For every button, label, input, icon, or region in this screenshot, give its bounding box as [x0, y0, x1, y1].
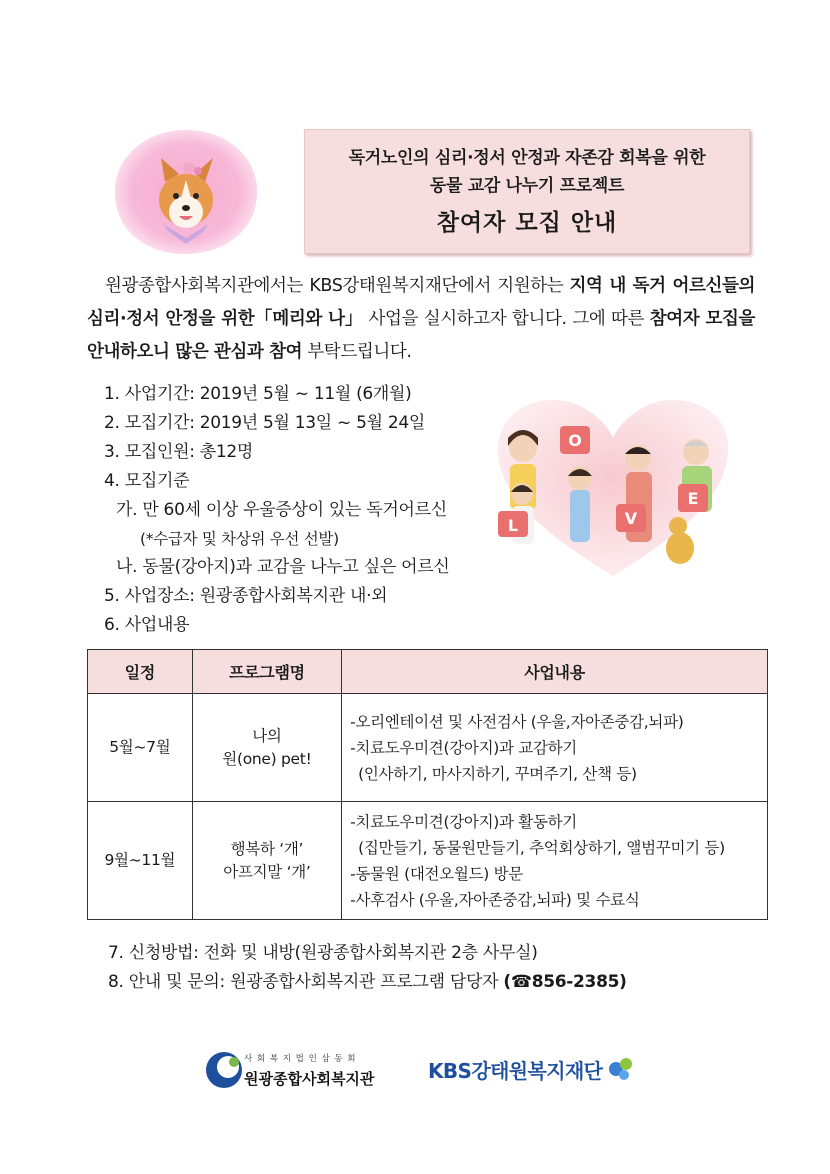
program-name-line-1: 행복하 ‘개’: [230, 839, 304, 858]
wonkwang-welfare-logo: [204, 1046, 404, 1096]
content-line: (집만들기, 동물원만들기, 추억회상하기, 앨범꾸미기 등): [358, 838, 725, 857]
column-header-content: 사업내용: [342, 650, 768, 694]
table-cell-program: [192, 694, 341, 802]
content-line: -치료도우미견(강아지)과 활동하기: [350, 812, 577, 831]
table-header-row: [88, 650, 768, 694]
list-item-content: 6. 사업내용: [104, 615, 190, 635]
corgi-dog-image: [105, 120, 267, 260]
kbs-foundation-logo: [428, 1055, 638, 1089]
letter-o: O: [568, 431, 582, 450]
logo-main-text: 원광종합사회복지관: [244, 1070, 375, 1088]
list-item-criteria-note: (*수급자 및 차상위 우선 선발): [140, 530, 339, 548]
letter-v: V: [624, 509, 638, 528]
intro-paragraph: [87, 270, 755, 369]
content-line: -사후검사 (우울,자아존중감,뇌파) 및 수료식: [350, 890, 640, 909]
title-line-1: 독거노인의 심리·정서 안정과 자존감 회복을 위한: [348, 148, 706, 168]
intro-text-2: 사업을 실시하고자 합니다. 그에 따른: [362, 309, 650, 329]
table-cell-content: [342, 802, 768, 920]
table-cell-content: [342, 694, 768, 802]
table-cell-period: 9월~11월: [88, 802, 193, 920]
program-name-line-1: 나의: [252, 726, 282, 745]
list-item-recruit-period: 2. 모집기간: 2019년 5월 13일 ~ 5월 24일: [104, 413, 425, 433]
content-line: -오리엔테이션 및 사전검사 (우울,자아존중감,뇌파): [350, 712, 684, 731]
page-title: 참여자 모집 안내: [436, 210, 618, 236]
list-item-contact: [108, 968, 627, 997]
list-item-place: 5. 사업장소: 원광종합사회복지관 내·외: [104, 586, 388, 606]
list-item-criteria-a: 가. 만 60세 이상 우울증상이 있는 독거어르신: [116, 500, 447, 520]
title-box: [304, 129, 750, 254]
wonkwang-circle-icon: [204, 1048, 248, 1092]
list-item-criteria: 4. 모집기준: [104, 471, 190, 491]
table-cell-period: 5월~7월: [88, 694, 193, 802]
kbs-logo-text: KBS강태원복지재단: [428, 1059, 603, 1083]
letter-l: L: [507, 516, 519, 535]
intro-text-3: 부탁드립니다.: [302, 342, 412, 362]
letter-e: E: [687, 489, 699, 508]
column-header-schedule: 일정: [88, 650, 193, 694]
program-table: [87, 649, 768, 920]
table-cell-program: [192, 802, 341, 920]
intro-text-1: 원광종합사회복지관에서는 KBS강태원복지재단에서 지원하는: [105, 276, 570, 296]
column-header-program: 프로그램명: [192, 650, 341, 694]
table-row: [88, 694, 768, 802]
list-item-count: 3. 모집인원: 총12명: [104, 442, 254, 462]
content-line: (인사하기, 마사지하기, 꾸며주기, 산책 등): [358, 764, 637, 783]
leaf-icon: [604, 1055, 636, 1083]
list-item-period: 1. 사업기간: 2019년 5월 ~ 11월 (6개월): [104, 384, 412, 404]
intro-bold-1: 지역 내 독거 어르신들의 심리·정서 안정을 위한「메리와 나」: [87, 276, 755, 329]
contact-phone: (☎856-2385): [503, 972, 627, 992]
list-item-apply: 7. 신청방법: 전화 및 내방(원광종합사회복지관 2층 사무실): [108, 943, 538, 963]
program-name-line-2: 아프지말 ‘개’: [223, 862, 311, 881]
logo-small-text: 사 회 복 지 법 인 삼 동 회: [244, 1054, 357, 1064]
table-row: [88, 802, 768, 920]
family-love-illustration: [488, 386, 738, 586]
contact-text: 8. 안내 및 문의: 원광종합사회복지관 프로그램 담당자: [108, 972, 504, 992]
content-line: -치료도우미견(강아지)과 교감하기: [350, 738, 577, 757]
content-line: -동물원 (대전오월드) 방문: [350, 864, 523, 883]
program-name-line-2: 원(one) pet!: [222, 749, 312, 768]
title-line-2: 동물 교감 나누기 프로젝트: [429, 176, 625, 196]
intro-bold-2: 참여자 모집을 안내하오니 많은 관심과 참여: [87, 309, 756, 362]
list-item-criteria-b: 나. 동물(강아지)과 교감을 나누고 싶은 어르신: [116, 557, 450, 577]
